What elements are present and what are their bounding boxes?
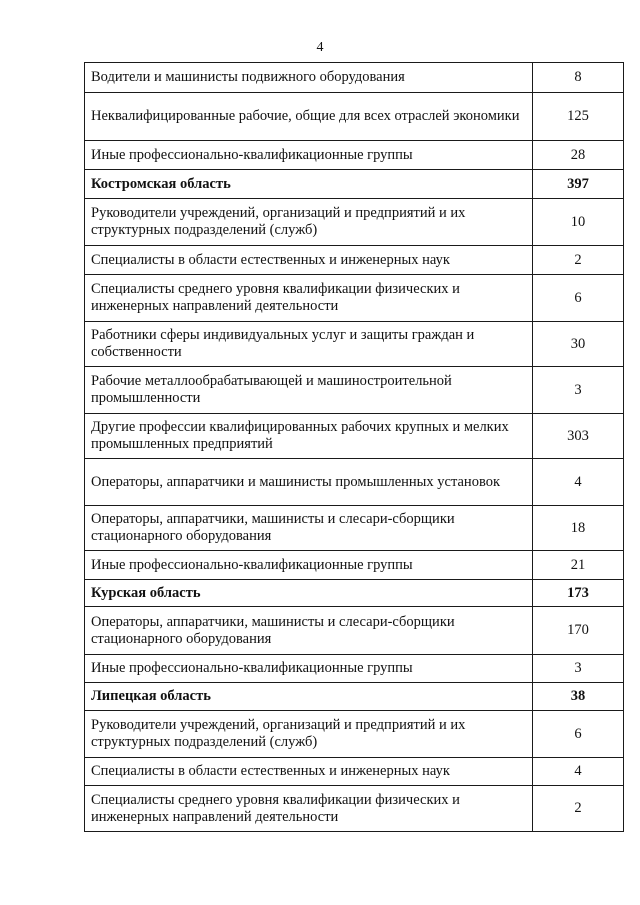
count-cell: 4: [533, 758, 624, 786]
region-total-cell: 173: [533, 580, 624, 607]
table-row: [85, 607, 624, 655]
table-row: [85, 711, 624, 758]
table-row: [85, 367, 624, 414]
occupation-name-cell: Работники сферы индивидуальных услуг и защиты граждан и собственности: [85, 322, 533, 367]
table-row: [85, 655, 624, 683]
occupation-name-cell: Другие профессии квалифицированных рабочих крупных и мелких промышленных предприятий: [85, 414, 533, 459]
occupation-name-cell: Водители и машинисты подвижного оборудования: [85, 63, 533, 93]
count-cell: 2: [533, 786, 624, 832]
occupation-name-cell: Специалисты в области естественных и инженерных наук: [85, 758, 533, 786]
table-row: [85, 93, 624, 141]
page-number: 4: [316, 40, 324, 55]
count-cell: 6: [533, 711, 624, 758]
region-total-cell: 397: [533, 170, 624, 199]
table-row: [85, 275, 624, 322]
table-row: [85, 322, 624, 367]
occupation-name-cell: Операторы, аппаратчики и машинисты промышленных установок: [85, 459, 533, 506]
table-row: [85, 246, 624, 275]
table-row: [85, 758, 624, 786]
table-row: [85, 414, 624, 459]
occupation-name-cell: Руководители учреждений, организаций и предприятий и их структурных подразделений (служб): [85, 199, 533, 246]
count-cell: 28: [533, 141, 624, 170]
count-cell: 10: [533, 199, 624, 246]
region-row: [85, 683, 624, 711]
count-cell: 3: [533, 367, 624, 414]
table-row: [85, 141, 624, 170]
count-cell: 8: [533, 63, 624, 93]
count-cell: 303: [533, 414, 624, 459]
occupation-name-cell: Специалисты в области естественных и инженерных наук: [85, 246, 533, 275]
region-row: [85, 580, 624, 607]
table-row: [85, 459, 624, 506]
occupation-name-cell: Руководители учреждений, организаций и предприятий и их структурных подразделений (служб): [85, 711, 533, 758]
table-row: [85, 506, 624, 551]
occupation-name-cell: Операторы, аппаратчики, машинисты и слесари-сборщики стационарного оборудования: [85, 607, 533, 655]
occupation-name-cell: Неквалифицированные рабочие, общие для всех отраслей экономики: [85, 93, 533, 141]
count-cell: 6: [533, 275, 624, 322]
table-row: [85, 63, 624, 93]
region-name-cell: Курская область: [85, 580, 533, 607]
region-name-cell: Костромская область: [85, 170, 533, 199]
occupation-name-cell: Специалисты среднего уровня квалификации физических и инженерных направлений деятельности: [85, 786, 533, 832]
count-cell: 2: [533, 246, 624, 275]
region-name-cell: Липецкая область: [85, 683, 533, 711]
occupation-name-cell: Рабочие металлообрабатывающей и машиностроительной промышленности: [85, 367, 533, 414]
count-cell: 170: [533, 607, 624, 655]
region-total-cell: 38: [533, 683, 624, 711]
table-body: [85, 63, 624, 832]
occupation-name-cell: Специалисты среднего уровня квалификации физических и инженерных направлений деятельности: [85, 275, 533, 322]
count-cell: 4: [533, 459, 624, 506]
count-cell: 3: [533, 655, 624, 683]
count-cell: 18: [533, 506, 624, 551]
occupation-name-cell: Иные профессионально-квалификационные группы: [85, 655, 533, 683]
occupation-demand-table: [84, 62, 624, 832]
table-row: [85, 551, 624, 580]
occupation-name-cell: Иные профессионально-квалификационные группы: [85, 551, 533, 580]
occupation-name-cell: Иные профессионально-квалификационные группы: [85, 141, 533, 170]
table-row: [85, 786, 624, 832]
count-cell: 21: [533, 551, 624, 580]
region-row: [85, 170, 624, 199]
count-cell: 125: [533, 93, 624, 141]
occupation-name-cell: Операторы, аппаратчики, машинисты и слесари-сборщики стационарного оборудования: [85, 506, 533, 551]
table-row: [85, 199, 624, 246]
count-cell: 30: [533, 322, 624, 367]
